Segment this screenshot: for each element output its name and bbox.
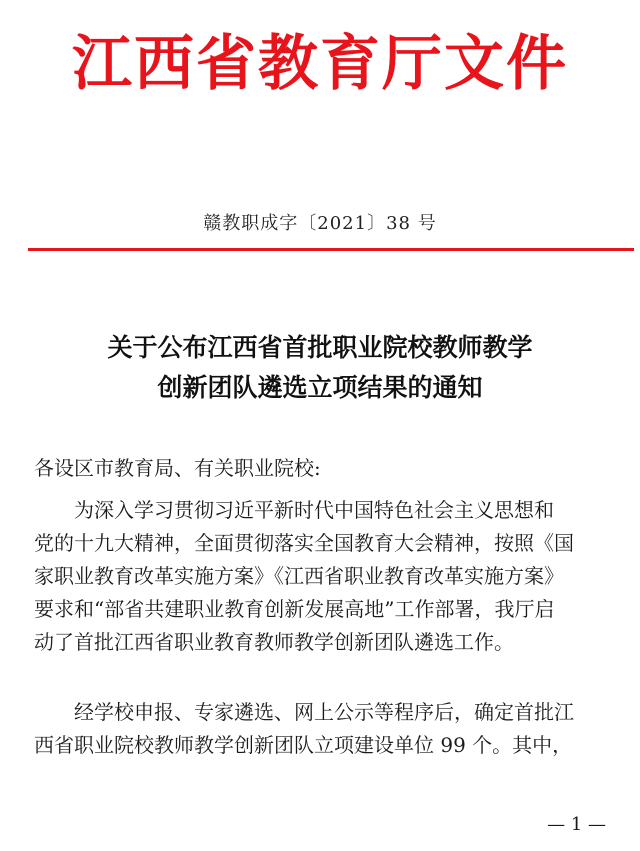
issuer-header-title: 江西省教育厅文件 [72,29,568,99]
body-paragraph-1 [34,494,614,659]
paragraph-line: 家职业教育改革实施方案》《江西省职业教育改革实施方案》 [34,564,564,588]
paragraph-line: 动了首批江西省职业教育教师教学创新团队遴选工作。 [34,630,514,654]
paragraph-line: 为深入学习贯彻习近平新时代中国特色社会主义思想和 [34,498,554,522]
paragraph-line: 党的十九大精神，全面贯彻落实全国教育大会精神，按照《国 [34,531,574,555]
paragraph-line: 要求和“部省共建职业教育创新发展高地”工作部署，我厅启 [34,597,555,621]
document-number: 赣教职成字〔2021〕38 号 [203,213,437,234]
paragraph-line: 西省职业院校教师教学创新团队立项建设单位 99 个。其中， [34,733,573,757]
paragraph-line: 经学校申报、专家遴选、网上公示等程序后，确定首批江 [34,700,574,724]
page-number: — 1 — [547,814,606,835]
document-title [0,328,640,408]
document-title-line: 创新团队遴选立项结果的通知 [157,373,483,402]
document-title-line: 关于公布江西省首批职业院校教师教学 [107,333,533,362]
body-paragraph-2 [34,696,614,762]
red-divider-line [28,248,634,251]
salutation: 各设区市教育局、有关职业院校: [34,456,321,480]
